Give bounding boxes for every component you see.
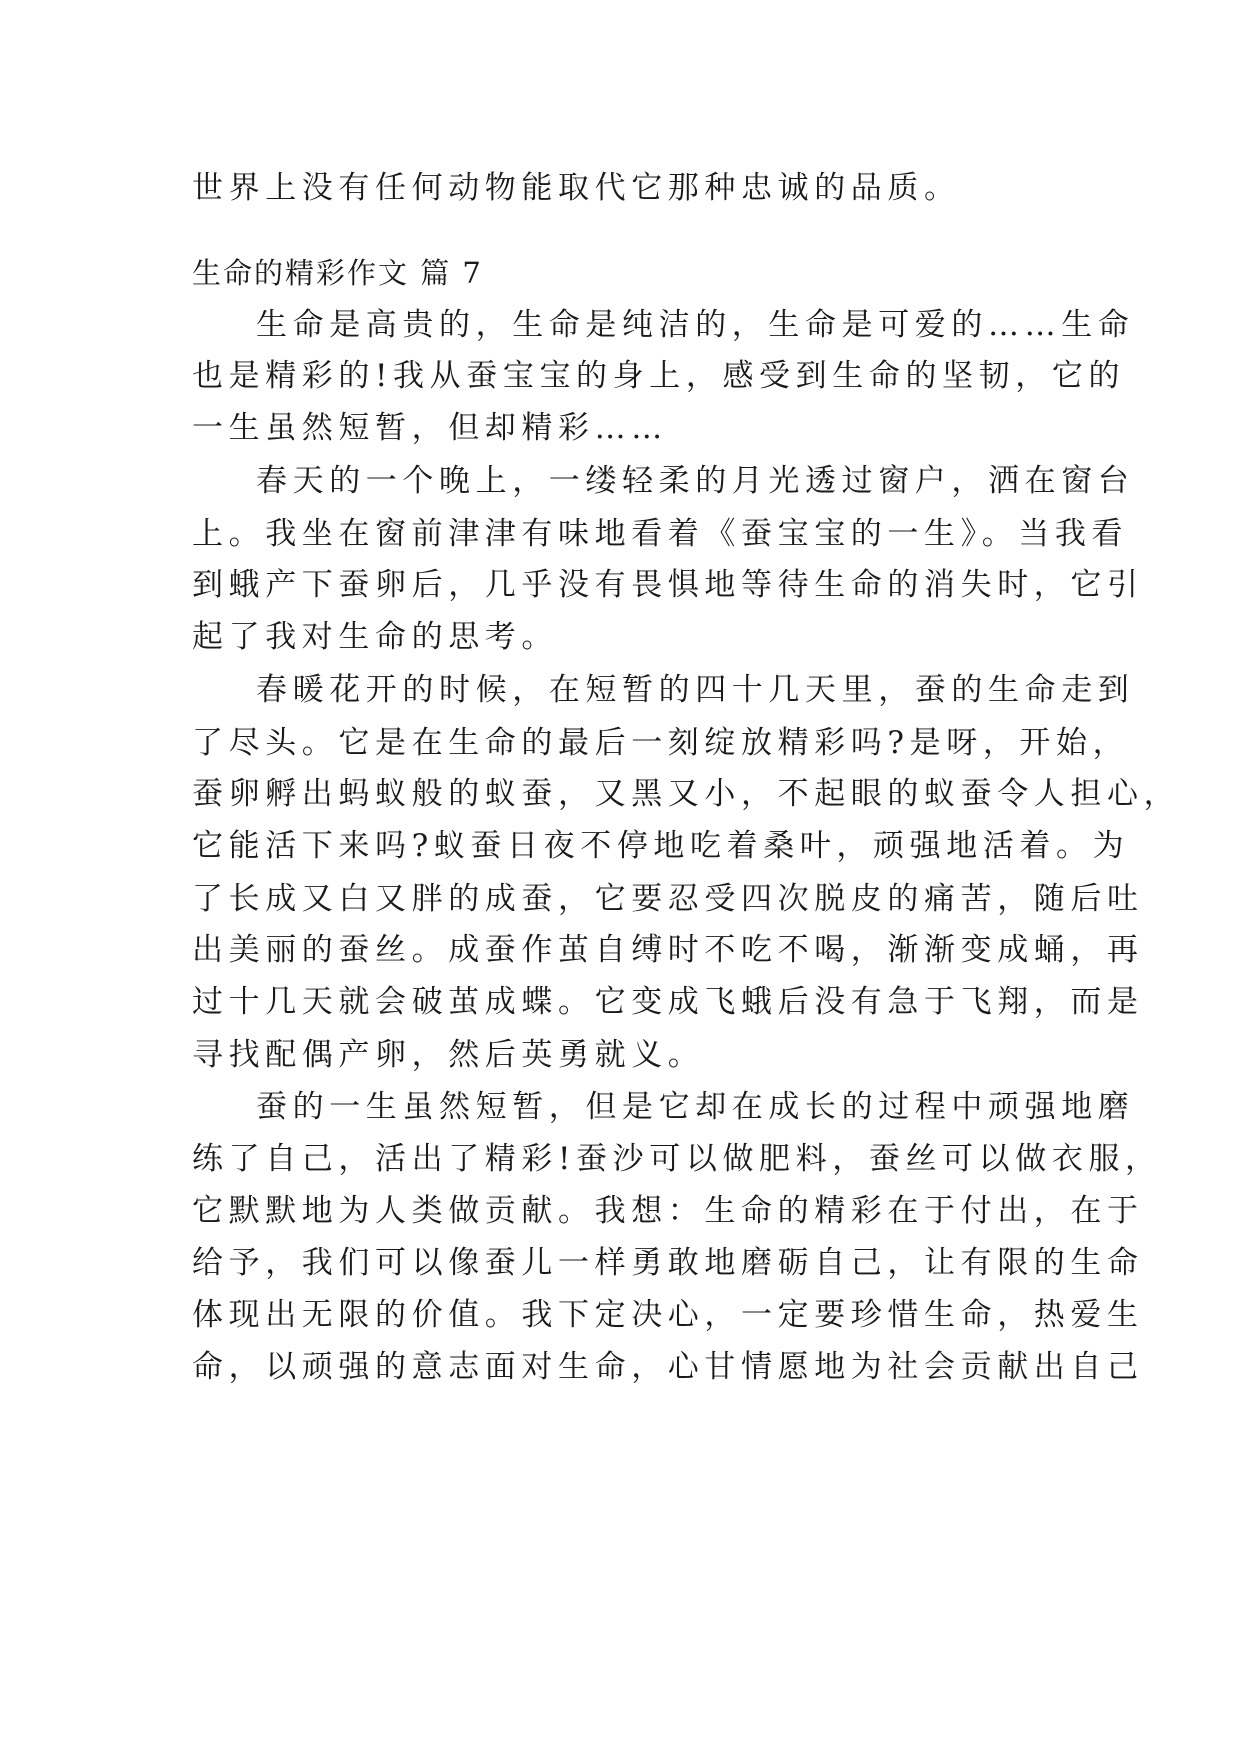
paragraph-line: 过十几天就会破茧成蝶。它变成飞蛾后没有急于飞翔，而是: [192, 984, 1144, 1020]
paragraph-line: 它能活下来吗?蚁蚕日夜不停地吃着桑叶，顽强地活着。为: [192, 828, 1130, 864]
paragraph-line: 一生虽然短暂，但却精彩……: [192, 410, 668, 446]
paragraph-line: 春暖花开的时候，在短暂的四十几天里，蚕的生命走到: [256, 672, 1135, 708]
paragraph-line: 出美丽的蚕丝。成蚕作茧自缚时不吃不喝，渐渐变成蛹，再: [192, 932, 1144, 968]
paragraph-line: 练了自己，活出了精彩!蚕沙可以做肥料，蚕丝可以做衣服，: [192, 1141, 1162, 1177]
paragraph-line: 生命是高贵的，生命是纯洁的，生命是可爱的……生命: [256, 307, 1135, 343]
paragraph-line: 命，以顽强的意志面对生命，心甘情愿地为社会贡献出自己: [192, 1349, 1144, 1385]
paragraph-line: 给予，我们可以像蚕儿一样勇敢地磨砺自己，让有限的生命: [192, 1245, 1144, 1281]
essay-heading: 生命的精彩作文 篇 7: [192, 256, 483, 290]
paragraph-line: 蚕卵孵出蚂蚁般的蚁蚕，又黑又小，不起眼的蚁蚕令人担心，: [192, 776, 1181, 812]
paragraph-line: 体现出无限的价值。我下定决心，一定要珍惜生命，热爱生: [192, 1297, 1144, 1333]
paragraph-line: 蚕的一生虽然短暂，但是它却在成长的过程中顽强地磨: [256, 1089, 1135, 1125]
paragraph-line: 上。我坐在窗前津津有味地看着《蚕宝宝的一生》。当我看: [192, 516, 1129, 552]
paragraph-line: 春天的一个晚上，一缕轻柔的月光透过窗户，洒在窗台: [256, 463, 1135, 499]
paragraph-line: 起了我对生命的思考。: [192, 619, 558, 655]
paragraph-line: 了尽头。它是在生命的最后一刻绽放精彩吗?是呀，开始，: [192, 725, 1130, 761]
paragraph-line: 寻找配偶产卵，然后英勇就义。: [192, 1037, 705, 1073]
paragraph-line: 了长成又白又胖的成蚕，它要忍受四次脱皮的痛苦，随后吐: [192, 881, 1144, 917]
paragraph-line: 到蛾产下蚕卵后，几乎没有畏惧地等待生命的消失时，它引: [192, 567, 1144, 603]
paragraph-line: 它默默地为人类做贡献。我想：生命的精彩在于付出，在于: [192, 1193, 1144, 1229]
paragraph-line: 也是精彩的!我从蚕宝宝的身上，感受到生命的坚韧，它的: [192, 358, 1126, 394]
carryover-line: 世界上没有任何动物能取代它那种忠诚的品质。: [192, 170, 961, 206]
